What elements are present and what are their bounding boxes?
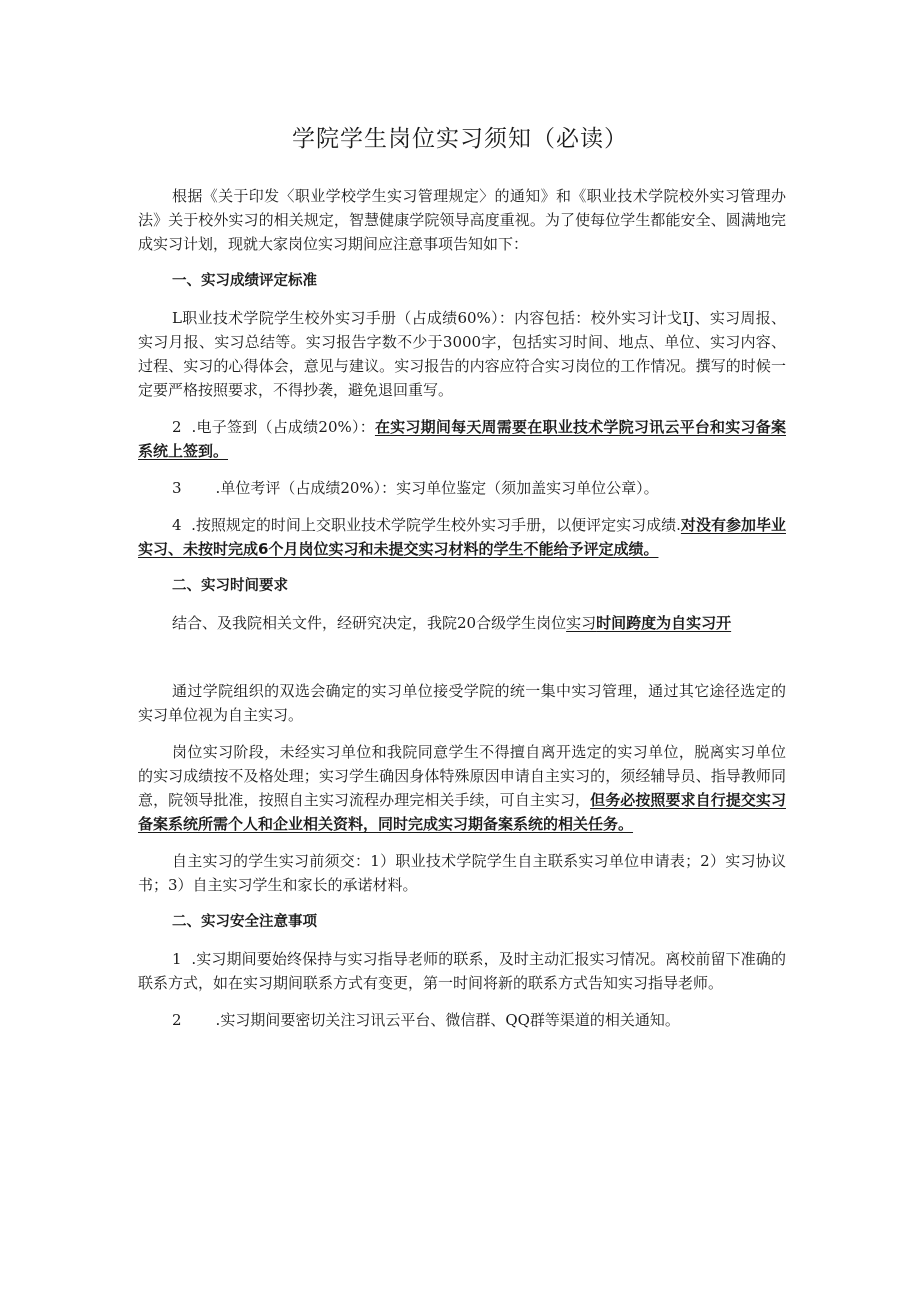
time-paragraph-4: 自主实习的学生实习前须交：1）职业技术学院学生自主联系实习单位申请表；2）实习协议书；3）自主实习学生和家长的承诺材料。 — [138, 852, 786, 894]
time-paragraph-3 — [138, 740, 786, 836]
grading-item-2-prefix: 2 .电子签到（占成绩20%）： — [172, 418, 375, 436]
time-paragraph-1 — [138, 611, 786, 635]
document-body — [138, 184, 786, 1045]
grading-item-4-prefix: 4 .按照规定的时间上交职业技术学院学生校外实习手册，以便评定实习成绩. — [172, 516, 681, 534]
section3-heading: 二、实习安全注意事项 — [172, 914, 317, 930]
safety-item-2-text: .实习期间要密切关注习讯云平台、微信群、QQ群等渠道的相关通知。 — [215, 1011, 680, 1029]
time-paragraph-1-prefix: 结合、及我院相关文件，经研究决定，我院20合级学生岗位 — [172, 614, 567, 632]
grading-item-3 — [138, 476, 786, 500]
page-title: 学院学生岗位实习须知（必读） — [292, 126, 628, 152]
grading-item-4-emphasis: 对没有参加毕业实习、未按时完成6个月岗位实习和未提交实习材料的学生不能给予评定成绩。 — [138, 516, 786, 558]
grading-item-1: L职业技术学院学生校外实习手册（占成绩60%）：内容包括：校外实习计戈IJ、实习周报、实习月报、实习总结等。实习报告字数不少于3000字，包括实习时间、地点、单位、实习内容、过程、实习的心得体会，意见与建议。实习报告的内容应符合实习岗位的工作情况。撰写的时候一定要严格按照要求，不得抄袭，避免退回重写。 — [138, 309, 786, 399]
safety-item-2 — [138, 1008, 786, 1032]
section2-heading: 二、实习时间要求 — [172, 578, 288, 594]
time-paragraph-1-underline: 实习 — [566, 614, 597, 632]
safety-item-1: 1 .实习期间要始终保持与实习指导老师的联系，及时主动汇报实习情况。离校前留下准确的联系方式，如在实习期间联系方式有变更，第一时间将新的联系方式告知实习指导老师。 — [138, 950, 786, 992]
time-paragraph-1-emphasis: 时间跨度为自实习开 — [596, 614, 732, 632]
time-paragraph-3-emphasis: 但务必按照要求自行提交实习备案系统所需个人和企业相关资料，同时完成实习期备案系统的相关任务。 — [138, 791, 786, 833]
grading-item-2 — [138, 415, 786, 463]
safety-item-2-number: 2 — [172, 1011, 182, 1029]
grading-item-3-number: 3 — [172, 479, 182, 497]
grading-item-4 — [138, 513, 786, 561]
time-paragraph-2: 通过学院组织的双选会确定的实习单位接受学院的统一集中实习管理，通过其它途径选定的实习单位视为自主实习。 — [138, 682, 786, 724]
section1-heading: 一、实习成绩评定标准 — [172, 273, 317, 289]
intro-paragraph: 根据《关于印发〈职业学校学生实习管理规定〉的通知》和《职业技术学院校外实习管理办法》关于校外实习的相关规定，智慧健康学院领导高度重视。为了使每位学生都能安全、圆满地完成实习计划，现就大家岗位实习期间应注意事项告知如下： — [138, 187, 786, 253]
grading-item-2-emphasis: 在实习期间每天周需要在职业技术学院习讯云平台和实习备案系统上签到。 — [138, 418, 786, 460]
grading-item-3-text: .单位考评（占成绩20%）：实习单位鉴定（须加盖实习单位公章）。 — [215, 479, 659, 497]
time-paragraph-3-prefix: 岗位实习阶段，未经实习单位和我院同意学生不得擅自离开选定的实习单位，脱离实习单位的实习成绩按不及格处理；实习学生确因身体特殊原因申请自主实习的，须经辅导员、指导教师同意，院领导批准，按照自主实习流程办理完相关手续，可自主实习， — [138, 743, 786, 809]
